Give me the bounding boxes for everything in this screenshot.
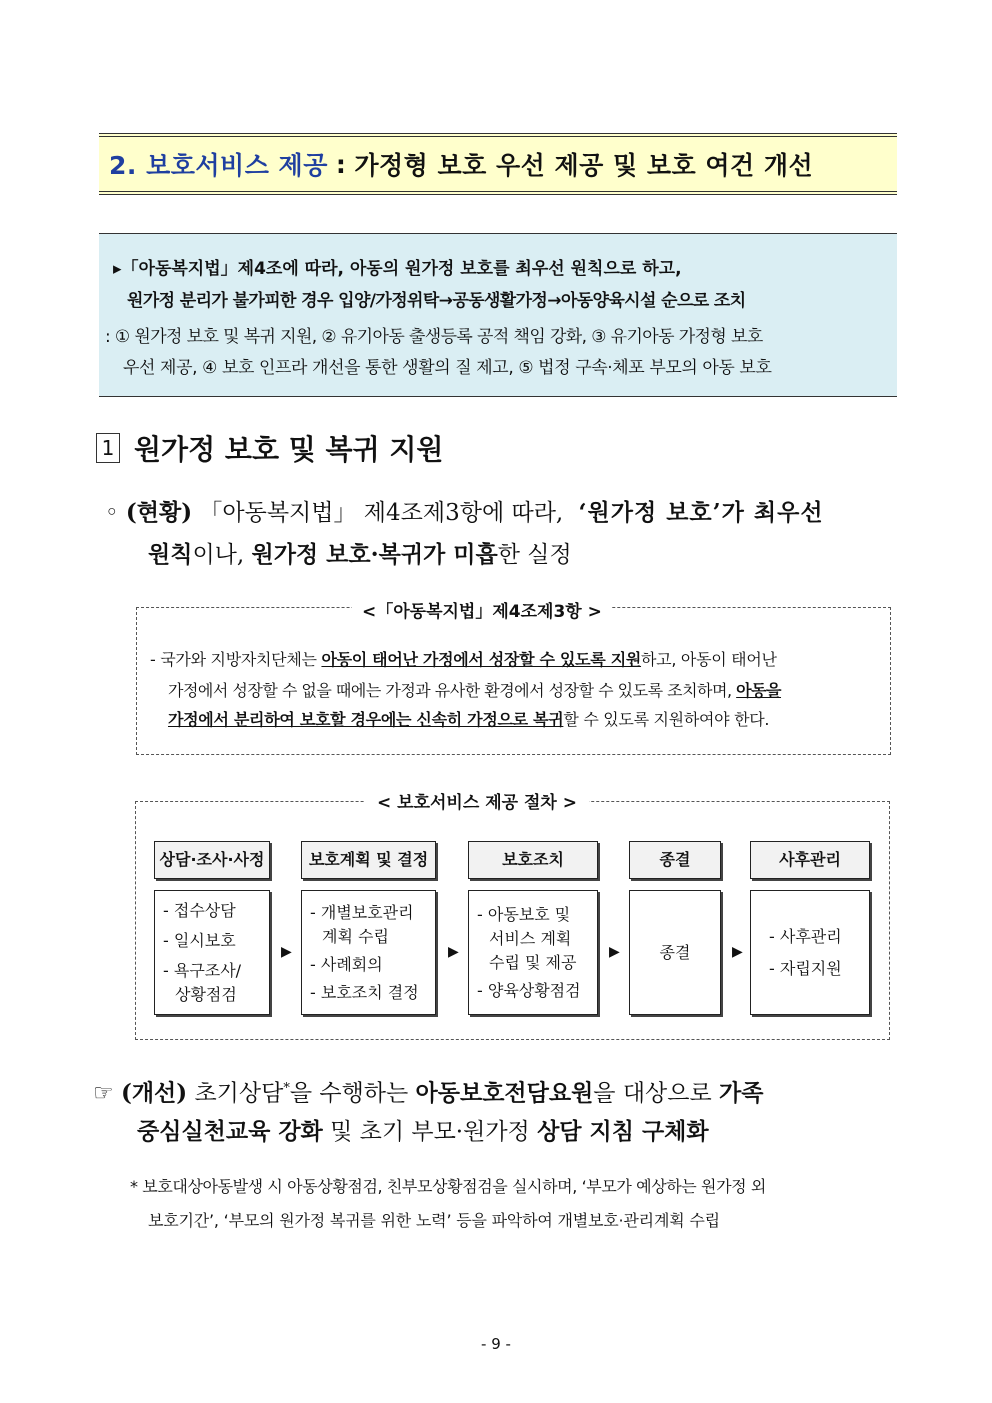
improve-text-4: 을 대상으로 [593, 1080, 712, 1107]
status-bullet: ◦ [105, 500, 119, 526]
status-line-2 [148, 534, 572, 576]
stage-body-consult [154, 890, 270, 1015]
status-text-3: 이나, [192, 542, 245, 568]
stage-item: 수립 및 제공 [489, 952, 577, 972]
law-line-1 [150, 644, 777, 675]
banner-separator: : [335, 149, 347, 179]
arrow-right-icon: ▶ [281, 944, 292, 960]
stage-item: - 자립지원 [769, 958, 842, 978]
stage-item: 상황점검 [175, 984, 237, 1004]
improve-text-6: 중심실천교육 강화 [137, 1118, 323, 1145]
summary-line-2: 원가정 분리가 불가피한 경우 입양/가정위탁→공동생활가정→아동양육시설 순으로 조치 [127, 291, 746, 311]
stage-body-protect [468, 890, 598, 1015]
stage-item: - 욕구조사/ [163, 960, 242, 980]
section-banner [99, 133, 897, 195]
improve-text-2: 을 수행하는 [289, 1080, 409, 1107]
stage-head-plan: 보호계획 및 결정 [301, 841, 436, 879]
stage-body-plan [301, 890, 436, 1015]
law-text-1-end: 하고, 아동이 태어난 [641, 650, 777, 669]
stage-body-close [629, 890, 721, 1015]
page-number: - 9 - [481, 1335, 511, 1353]
stage-item: - 접수상담 [163, 900, 236, 920]
stage-item: - 사후관리 [769, 926, 842, 946]
stage-item: - 일시보호 [163, 930, 236, 950]
improve-text-5: 가족 [719, 1079, 764, 1107]
law-dash: - [150, 650, 156, 669]
stage-item: - 아동보호 및 [477, 904, 571, 924]
section-heading [96, 428, 443, 468]
improve-text-1: 초기상담 [194, 1080, 284, 1107]
law-text-1-underlined: 아동이 태어난 가정에서 성장할 수 있도록 지원 [321, 650, 642, 669]
law-title: <「아동복지법」제4조제3항 > [352, 597, 612, 622]
law-line-2 [168, 675, 781, 706]
law-text-2-underlined: 아동을 [736, 681, 782, 700]
banner-number: 2. 보호서비스 제공 [109, 151, 328, 180]
improve-text-7: 및 초기 부모·원가정 [330, 1119, 530, 1145]
improve-line-1 [93, 1068, 763, 1115]
pointing-hand-icon: ☞ [93, 1080, 114, 1107]
stage-item: 서비스 계획 [489, 928, 572, 948]
arrow-right-icon: ▶ [732, 944, 743, 960]
improve-text-3: 아동보호전담요원 [415, 1079, 594, 1107]
status-text-4: 원가정 보호·복귀가 미흡 [251, 541, 498, 568]
stage-item: 계획 수립 [322, 926, 389, 946]
summary-line-1: ▸「아동복지법」제4조에 따라, 아동의 원가정 보호를 최우선 원칙으로 하고, [113, 259, 682, 279]
status-label: (현황) [125, 499, 193, 526]
stage-item: 종결 [659, 942, 691, 962]
stage-item: - 개별보호관리 [310, 902, 414, 922]
improve-line-2 [137, 1111, 709, 1153]
arrow-right-icon: ▶ [609, 944, 620, 960]
stage-head-protect: 보호조치 [468, 841, 598, 879]
summary-box [99, 233, 897, 397]
process-title: < 보호서비스 제공 절차 > [365, 788, 589, 813]
note-line-2: 보호기간’, ‘부모의 원가정 복귀를 위한 노력’ 등을 파악하여 개별보호·관리계획 수립 [148, 1211, 720, 1230]
note-line-1: * 보호대상아동발생 시 아동상황점검, 친부모상황점검을 실시하며, ‘부모가 예상하는 원가정 외 [130, 1177, 766, 1196]
improve-label: (개선) [120, 1079, 188, 1107]
stage-head-consult: 상담·조사·사정 [154, 841, 270, 879]
status-text-1: 「아동복지법」 제4조제3항에 따라, [199, 500, 564, 526]
banner-title: 가정형 보호 우선 제공 및 보호 여건 개선 [354, 151, 814, 180]
arrow-right-icon: ▶ [448, 944, 459, 960]
stage-head-aftercare: 사후관리 [750, 841, 870, 879]
law-line-3 [168, 704, 769, 735]
stage-item: - 보호조치 결정 [310, 982, 419, 1002]
stage-head-close: 종결 [629, 841, 721, 879]
stage-item: - 양육상황점검 [477, 980, 581, 1000]
status-line-1 [105, 492, 824, 534]
summary-line-3: : ① 원가정 보호 및 복귀 지원, ② 유기아동 출생등록 공적 책임 강화, ③ 유기아동 가정형 보호 [105, 327, 763, 347]
law-text-1: 국가와 지방자치단체는 [160, 650, 317, 669]
status-quote: ‘원가정 보호’가 최우선 [578, 499, 824, 526]
law-text-3-end: 할 수 있도록 지원하여야 한다. [563, 710, 770, 729]
section-number: 1 [96, 433, 120, 463]
stage-item: - 사례회의 [310, 954, 383, 974]
section-title: 원가정 보호 및 복귀 지원 [134, 433, 444, 466]
law-text-2: 가정에서 성장할 수 없을 때에는 가정과 유사한 환경에서 성장할 수 있도록 조치하며, [168, 681, 732, 700]
status-text-2: 원칙 [148, 541, 193, 568]
status-text-5: 한 실정 [497, 542, 572, 568]
summary-line-4: 우선 제공, ④ 보호 인프라 개선을 통한 생활의 질 제고, ⑤ 법정 구속·체포 부모의 아동 보호 [123, 358, 772, 378]
improve-text-8: 상담 지침 구체화 [537, 1118, 709, 1145]
improve-star: * [283, 1081, 290, 1096]
law-text-3-underlined: 가정에서 분리하여 보호할 경우에는 신속히 가정으로 복귀 [168, 710, 564, 729]
stage-body-aftercare [750, 890, 870, 1015]
